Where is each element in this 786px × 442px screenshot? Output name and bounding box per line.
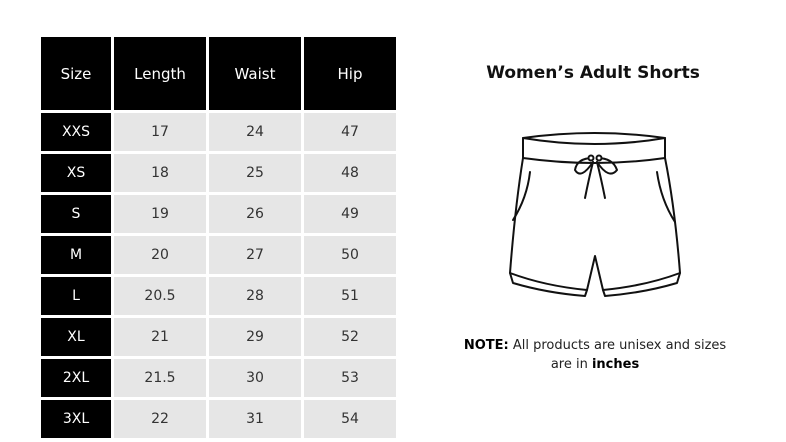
hip-value: 49 xyxy=(304,195,396,233)
length-value: 20.5 xyxy=(114,277,206,315)
waist-value: 27 xyxy=(209,236,301,274)
header-size: Size xyxy=(41,37,111,110)
waist-value: 29 xyxy=(209,318,301,356)
table-row xyxy=(41,359,396,397)
length-value: 19 xyxy=(114,195,206,233)
table-row xyxy=(41,318,396,356)
size-label: XL xyxy=(41,318,111,356)
table-row xyxy=(41,113,396,151)
sizing-note xyxy=(455,336,735,374)
size-label: L xyxy=(41,277,111,315)
waist-value: 24 xyxy=(209,113,301,151)
length-value: 20 xyxy=(114,236,206,274)
waist-value: 25 xyxy=(209,154,301,192)
size-chart-table xyxy=(38,34,399,441)
hip-value: 48 xyxy=(304,154,396,192)
hip-value: 54 xyxy=(304,400,396,438)
waist-value: 28 xyxy=(209,277,301,315)
table-row xyxy=(41,236,396,274)
note-label: NOTE: xyxy=(463,338,509,353)
note-unit: inches xyxy=(591,357,640,372)
length-value: 17 xyxy=(114,113,206,151)
header-length: Length xyxy=(114,37,206,110)
table-row xyxy=(41,195,396,233)
waist-value: 30 xyxy=(209,359,301,397)
shorts-icon xyxy=(505,128,685,298)
header-hip: Hip xyxy=(304,37,396,110)
header-waist: Waist xyxy=(209,37,301,110)
length-value: 18 xyxy=(114,154,206,192)
table-row xyxy=(41,400,396,438)
size-label: S xyxy=(41,195,111,233)
size-label: 2XL xyxy=(41,359,111,397)
hip-value: 52 xyxy=(304,318,396,356)
hip-value: 50 xyxy=(304,236,396,274)
waist-value: 26 xyxy=(209,195,301,233)
length-value: 21 xyxy=(114,318,206,356)
table-row xyxy=(41,277,396,315)
size-label: 3XL xyxy=(41,400,111,438)
size-label: M xyxy=(41,236,111,274)
hip-value: 51 xyxy=(304,277,396,315)
hip-value: 53 xyxy=(304,359,396,397)
size-label: XXS xyxy=(41,113,111,151)
hip-value: 47 xyxy=(304,113,396,151)
table-row xyxy=(41,154,396,192)
length-value: 22 xyxy=(114,400,206,438)
note-text: All products are unisex and sizes are in xyxy=(508,338,727,372)
waist-value: 31 xyxy=(209,400,301,438)
length-value: 21.5 xyxy=(114,359,206,397)
product-title: Women’s Adult Shorts xyxy=(486,63,700,83)
size-label: XS xyxy=(41,154,111,192)
table-header-row xyxy=(41,37,396,110)
